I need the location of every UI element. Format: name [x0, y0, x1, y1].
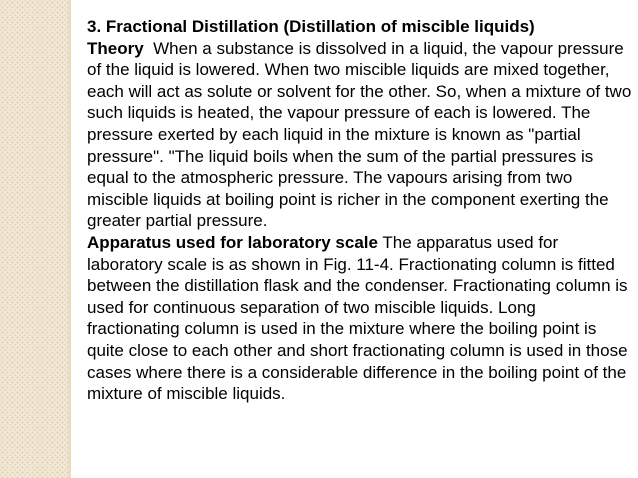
apparatus-label: Apparatus used for laboratory scale	[87, 232, 378, 252]
apparatus-paragraph	[87, 232, 632, 405]
slide-heading: 3. Fractional Distillation (Distillation of miscible liquids)	[87, 17, 535, 36]
side-divider	[68, 0, 71, 478]
theory-label: Theory	[87, 38, 144, 58]
theory-paragraph	[87, 38, 637, 232]
apparatus-text: The apparatus used for laboratory scale is as shown in Fig. 11-4. Fractionating column is fitted between the distillation flask and the condenser. Fractionating column is used for continuous separation of two miscible liquids. Long fractionating column is used in the mixture where the boiling point is quite close to each other and short fractionating column is used in those cases where there is a considerable difference in the boiling point of the mixture of miscible liquids.	[87, 232, 628, 404]
decorative-side-pattern	[0, 0, 68, 478]
slide-content	[87, 16, 637, 405]
theory-text: When a substance is dissolved in a liquid, the vapour pressure of the liquid is lowered. When two miscible liquids are mixed together, each will act as solute or solvent for the other. So, when a mixture of two such liquids is heated, the vapour pressure of each is lowered. The pressure exerted by each liquid in the mixture is known as "partial pressure". "The liquid boils when the sum of the partial pressures is equal to the atmospheric pressure. The vapours arising from two miscible liquids at boiling point is richer in the component exerting the greater partial pressure.	[87, 38, 637, 231]
